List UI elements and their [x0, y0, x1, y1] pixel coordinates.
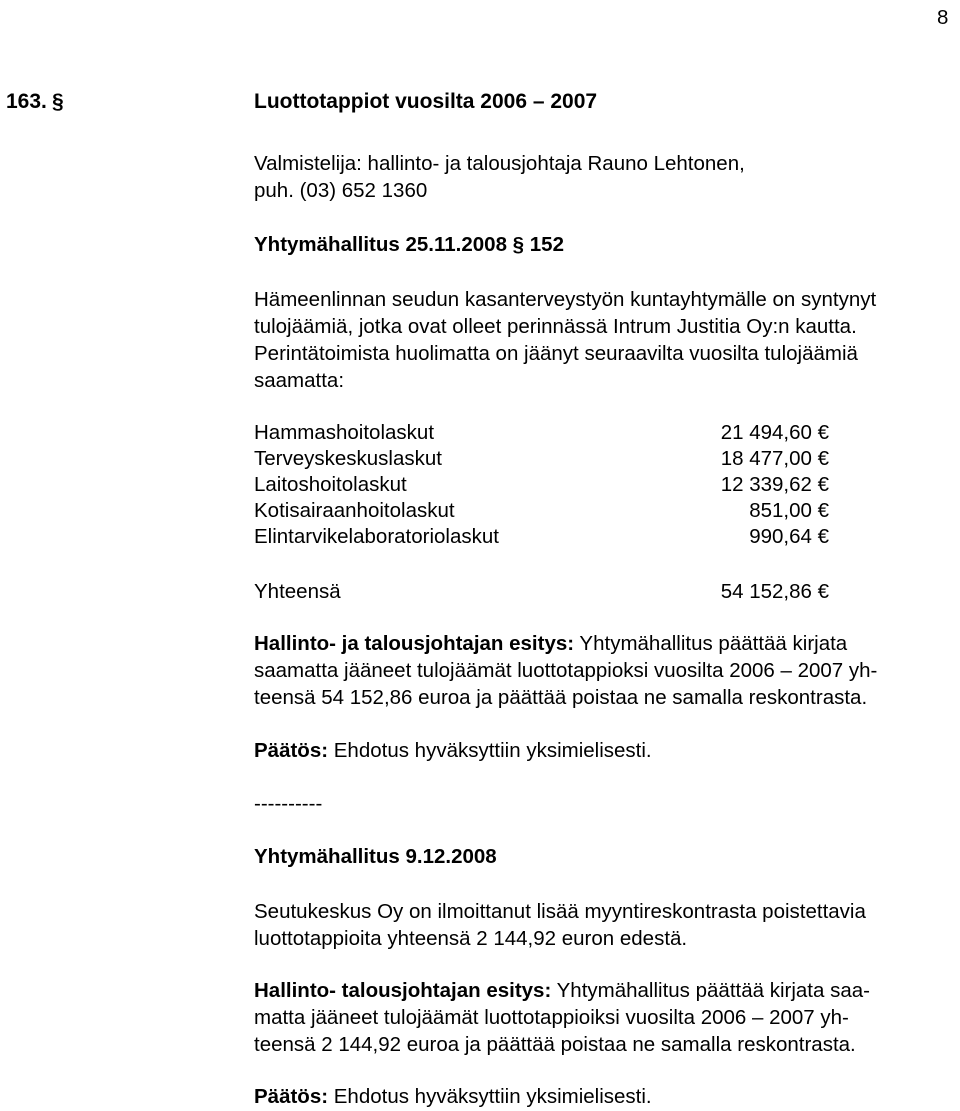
meeting1-proposal-line-1	[254, 630, 847, 657]
meeting2-heading: Yhtymähallitus 9.12.2008	[254, 845, 497, 868]
total-row	[254, 578, 829, 605]
item-label: Elintarvikelaboratoriolaskut	[254, 525, 499, 548]
item-amount: 12 339,62 €	[720, 473, 829, 496]
meeting2-body-line: luottotappioita yhteensä 2 144,92 euron edestä.	[254, 927, 688, 950]
proposal-text: Yhtymähallitus päättää kirjata	[574, 632, 848, 655]
meeting1-body-line: tulojäämiä, jotka ovat olleet perinnässä Intrum Justitia Oy:n kautta.	[254, 315, 857, 338]
decision-label: Päätös:	[254, 739, 329, 762]
meeting1-body-line: Hämeenlinnan seudun kasanterveystyön kuntayhtymälle on syntynyt	[254, 288, 877, 311]
item-label: Laitoshoitolaskut	[254, 473, 407, 496]
item-amount: 990,64 €	[749, 525, 829, 548]
section-number: 163.	[6, 90, 47, 113]
proposal-label: Hallinto- talousjohtajan esitys:	[254, 979, 552, 1002]
meeting1-proposal-line-3: teensä 54 152,86 euroa ja päättää poistaa ne samalla reskontrasta.	[254, 686, 868, 709]
item-label: Hammashoitolaskut	[254, 421, 435, 444]
preparer-line-2: puh. (03) 652 1360	[254, 179, 428, 202]
page-number: 8	[937, 6, 949, 29]
meeting1-body-line: Perintätoimista huolimatta on jäänyt seuraavilta vuosilta tulojäämiä	[254, 342, 858, 365]
item-amount: 851,00 €	[749, 499, 829, 522]
item-amount: 21 494,60 €	[720, 421, 829, 444]
item-amount: 18 477,00 €	[720, 447, 829, 470]
amount-row	[254, 523, 829, 550]
separator: ----------	[254, 792, 323, 815]
amount-row	[254, 445, 829, 472]
section-title: Luottotappiot vuosilta 2006 – 2007	[254, 90, 598, 113]
decision-text: Ehdotus hyväksyttiin yksimielisesti.	[328, 739, 652, 762]
meeting2-proposal-line-1	[254, 977, 870, 1004]
meeting2-decision	[254, 1083, 652, 1110]
total-amount: 54 152,86 €	[720, 580, 829, 603]
amount-row	[254, 471, 829, 498]
section-symbol: §	[52, 90, 64, 113]
item-label: Kotisairaanhoitolaskut	[254, 499, 455, 522]
item-label: Terveyskeskuslaskut	[254, 447, 442, 470]
meeting1-proposal-line-2: saamatta jääneet tulojäämät luottotappioksi vuosilta 2006 – 2007 yh-	[254, 659, 878, 682]
amount-row	[254, 497, 829, 524]
meeting1-heading: Yhtymähallitus 25.11.2008 § 152	[254, 233, 564, 256]
decision-label: Päätös:	[254, 1085, 329, 1108]
proposal-label: Hallinto- ja talousjohtajan esitys:	[254, 632, 575, 655]
preparer-line-1: Valmistelija: hallinto- ja talousjohtaja Rauno Lehtonen,	[254, 152, 745, 175]
meeting2-proposal-line-3: teensä 2 144,92 euroa ja päättää poistaa ne samalla reskontrasta.	[254, 1033, 856, 1056]
meeting2-body-line: Seutukeskus Oy on ilmoittanut lisää myyntireskontrasta poistettavia	[254, 900, 866, 923]
total-label: Yhteensä	[254, 580, 341, 603]
meeting1-body-line: saamatta:	[254, 369, 345, 392]
amount-row	[254, 419, 829, 446]
decision-text: Ehdotus hyväksyttiin yksimielisesti.	[328, 1085, 652, 1108]
meeting1-decision	[254, 737, 652, 764]
proposal-text: Yhtymähallitus päättää kirjata saa-	[551, 979, 870, 1002]
meeting2-proposal-line-2: matta jääneet tulojäämät luottotappioiksi vuosilta 2006 – 2007 yh-	[254, 1006, 849, 1029]
